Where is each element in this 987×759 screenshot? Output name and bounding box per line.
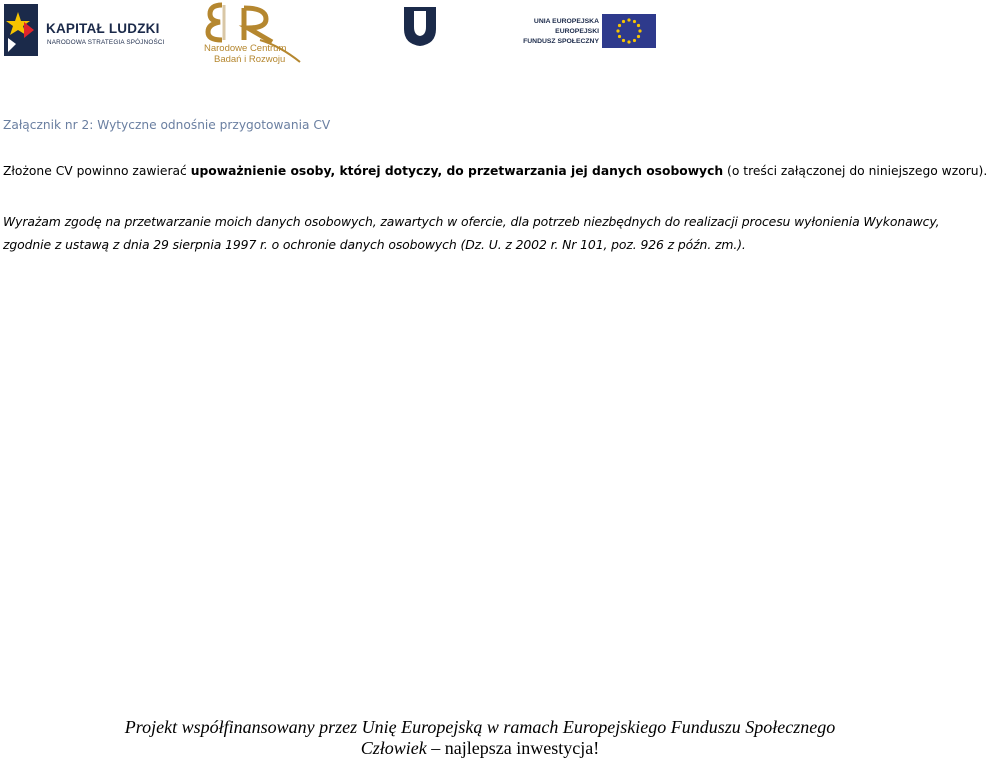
attachment-caption: Załącznik nr 2: Wytyczne odnośnie przygotowania CV (3, 118, 331, 132)
kapital-ludzki-star-icon (4, 4, 44, 58)
ncbr-monogram-icon (200, 2, 306, 44)
ncbr-name-line1: Narodowe Centrum (204, 43, 287, 54)
eu-logo (521, 14, 657, 50)
eu-line3: FUNDUSZ SPOŁECZNY (523, 38, 599, 45)
shield-emblem-icon (402, 5, 438, 48)
kapital-ludzki-subtitle: NARODOWA STRATEGIA SPÓJNOŚCI (47, 39, 165, 46)
para1-prefix: Złożone CV powinno zawierać (3, 164, 191, 178)
kapital-ludzki-logo (4, 4, 164, 58)
footer-slogan-rest: najlepsza inwestycja! (444, 738, 600, 758)
para1-bold: upoważnienie osoby, której dotyczy, do przetwarzania jej danych osobowych (190, 164, 724, 178)
eu-line1: UNIA EUROPEJSKA (533, 18, 599, 25)
ncbr-name-line2: Badań i Rozwoju (214, 54, 286, 65)
header-logos (0, 0, 960, 70)
footer-slogan-italic: Człowiek (360, 738, 427, 758)
footer-slogan-dash: – (426, 738, 445, 758)
kapital-ludzki-title: KAPITAŁ LUDZKI (46, 21, 160, 36)
eu-flag-icon (602, 14, 656, 48)
eu-line2: EUROPEJSKI (555, 28, 599, 35)
cv-requirement-paragraph (3, 164, 987, 178)
para1-suffix: (o treści załączonej do niniejszego wzoru). (723, 164, 987, 178)
footer-slogan (0, 738, 960, 759)
footer-project-line: Projekt współfinansowany przez Unię Europejską w ramach Europejskiego Funduszu Społecznego (124, 717, 836, 737)
consent-clause: Wyrażam zgodę na przetwarzanie moich danych osobowych, zawartych w ofercie, dla potrzeb niezbędnych do realizacji procesu wyłonienia Wykonawcy, zgodnie z ustawą z dnia 29 sierpnia 1997 r. o ochronie danych osobowych (Dz. U. z 2002 r. Nr 101, poz. 926 z późn. zm.). (3, 214, 940, 252)
ncbr-logo (200, 2, 306, 66)
shield-logo (402, 5, 438, 48)
